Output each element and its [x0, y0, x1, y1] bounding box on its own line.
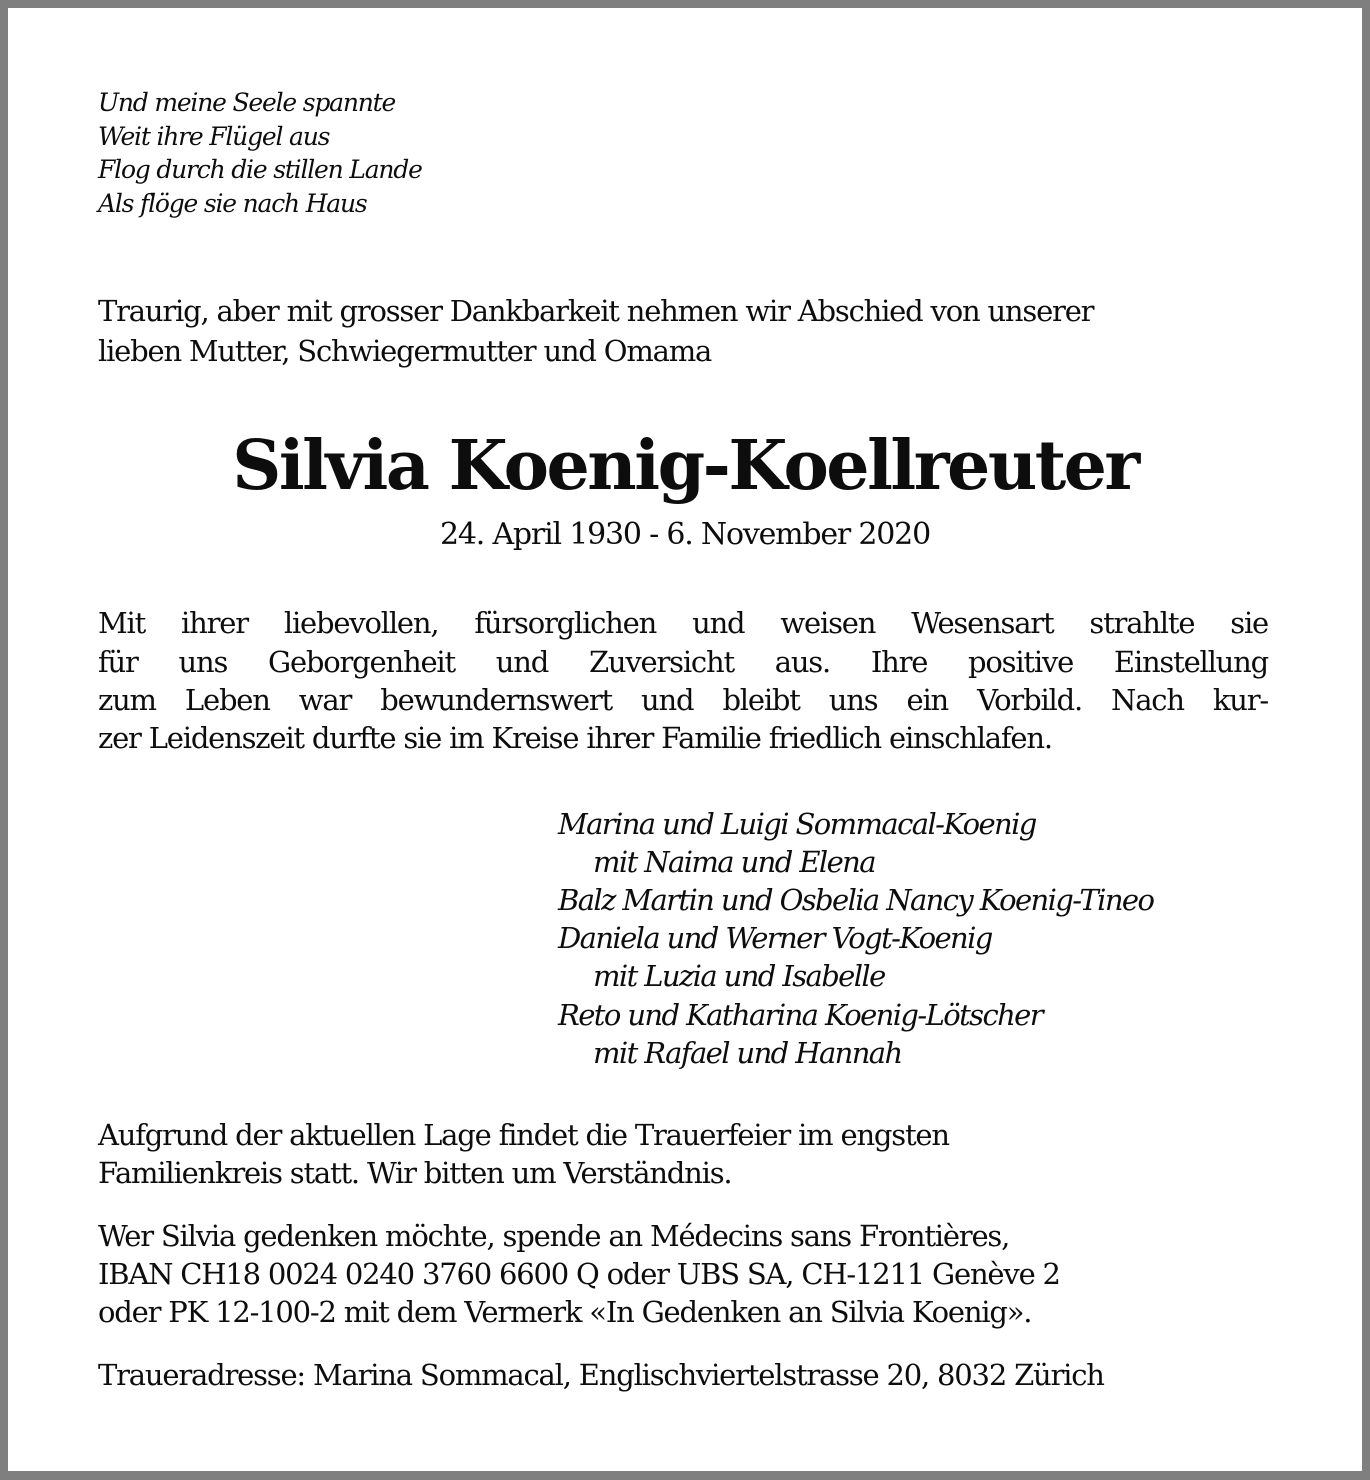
donation-line: IBAN CH18 0024 0240 3760 6600 Q oder UBS SA, CH-1211 Genève 2 [98, 1257, 1060, 1291]
poem-line: Und meine Seele spannte [98, 88, 396, 117]
tribute-line: zer Leidenszeit durfte sie im Kreise ihrer Familie friedlich einschlafen. [98, 721, 1052, 755]
poem-line: Als flöge sie nach Haus [98, 189, 367, 218]
family-member: Reto und Katharina Koenig-Lötscher [558, 998, 1042, 1032]
tribute-line: für uns Geborgenheit und Zuversicht aus. Ihre positive Einstellung [98, 645, 1268, 679]
deceased-name: Silvia Koenig-Koellreuter [232, 426, 1138, 506]
donation-line: oder PK 12-100-2 mit dem Vermerk «In Gedenken an Silvia Koenig». [98, 1295, 1032, 1329]
family-member: Daniela und Werner Vogt-Koenig [558, 921, 992, 955]
family-children: mit Rafael und Hannah [593, 1036, 902, 1070]
donation-line: Wer Silvia gedenken möchte, spende an Médecins sans Frontières, [98, 1219, 1010, 1253]
life-dates: 24. April 1930 - 6. November 2020 [440, 517, 930, 552]
tribute-line: Mit ihrer liebevollen, fürsorglichen und weisen Wesensart strahlte sie [98, 606, 1268, 640]
poem-line: Flog durch die stillen Lande [98, 155, 422, 184]
address-line: Traueradresse: Marina Sommacal, Englischviertelstrasse 20, 8032 Zürich [98, 1358, 1104, 1392]
family-children: mit Naima und Elena [593, 845, 875, 879]
poem-line: Weit ihre Flügel aus [98, 122, 330, 151]
family-member: Marina und Luigi Sommacal-Koenig [558, 807, 1036, 841]
ceremony-line: Familienkreis statt. Wir bitten um Verständnis. [98, 1156, 732, 1190]
tribute-line: zum Leben war bewundernswert und bleibt uns ein Vorbild. Nach kur- [98, 683, 1268, 717]
obituary-page [8, 8, 1362, 1471]
family-member: Balz Martin und Osbelia Nancy Koenig-Tineo [558, 883, 1154, 917]
intro-line: Traurig, aber mit grosser Dankbarkeit nehmen wir Abschied von unserer [98, 294, 1094, 328]
intro-line: lieben Mutter, Schwiegermutter und Omama [98, 334, 712, 368]
ceremony-line: Aufgrund der aktuellen Lage findet die Trauerfeier im engsten [98, 1118, 949, 1152]
family-children: mit Luzia und Isabelle [593, 959, 885, 993]
